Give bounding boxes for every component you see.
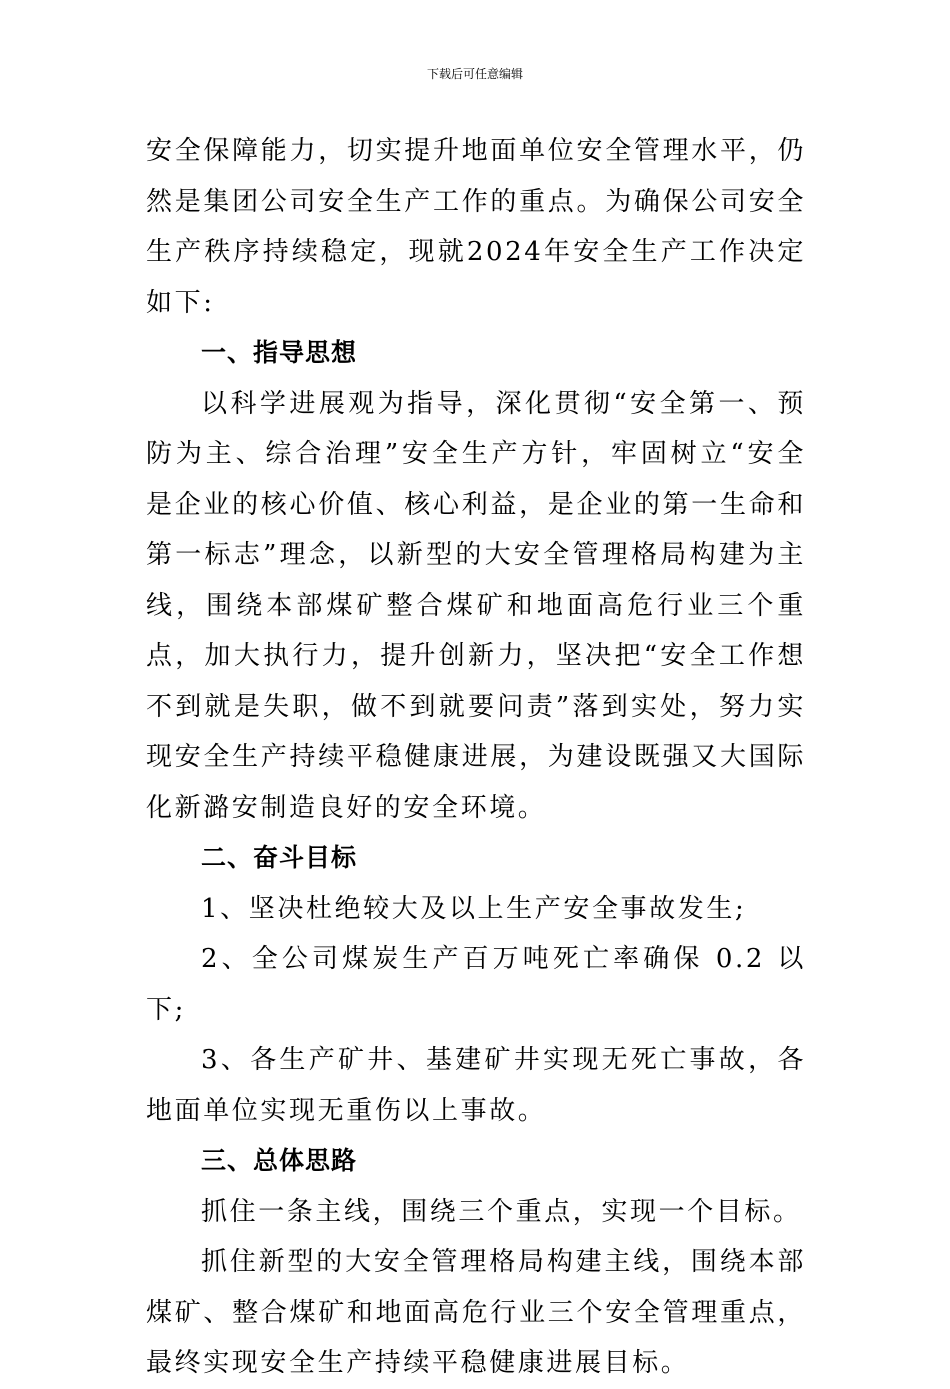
guiding-ideology-paragraph: 以科学进展观为指导，深化贯彻“安全第一、预防为主、综合治理”安全生产方针，牢固树立“安全是企业的核心价值、核心利益，是企业的第一生命和第一标志”理念，以新型的大安全管理格局构建为主线，围绕本部煤矿整合煤矿和地面高危行业三个重点，加大执行力，提升创新力，坚决把“安全工作想不到就是失职，做不到就要问责”落到实处，努力实现安全生产持续平稳健康进展，为建设既强又大国际化新潞安制造良好的安全环境。 <box>146 388 806 823</box>
section-heading-goals: 二、奋斗目标 <box>201 843 358 872</box>
header-note: 下载后可任意编辑 <box>426 67 523 81</box>
goal-item-2: 2、全公司煤炭生产百万吨死亡率确保 0.2 以下; <box>146 944 806 1025</box>
document-body <box>146 126 806 1389</box>
approach-summary-paragraph: 抓住一条主线，围绕三个重点，实现一个目标。 <box>201 1196 802 1227</box>
goal-item-3: 3、各生产矿井、基建矿井实现无死亡事故，各地面单位实现无重伤以上事故。 <box>146 1045 806 1126</box>
section-heading-guiding-ideology: 一、指导思想 <box>201 338 358 367</box>
intro-paragraph: 安全保障能力，切实提升地面单位安全管理水平，仍然是集团公司安全生产工作的重点。为确保公司安全生产秩序持续稳定，现就2024年安全生产工作决定如下: <box>146 136 806 318</box>
approach-detail-paragraph: 抓住新型的大安全管理格局构建主线，围绕本部煤矿、整合煤矿和地面高危行业三个安全管理重点，最终实现安全生产持续平稳健康进展目标。 <box>146 1247 806 1378</box>
section-heading-overall-approach: 三、总体思路 <box>201 1146 358 1175</box>
goal-item-1: 1、坚决杜绝较大及以上生产安全事故发生; <box>201 893 747 924</box>
